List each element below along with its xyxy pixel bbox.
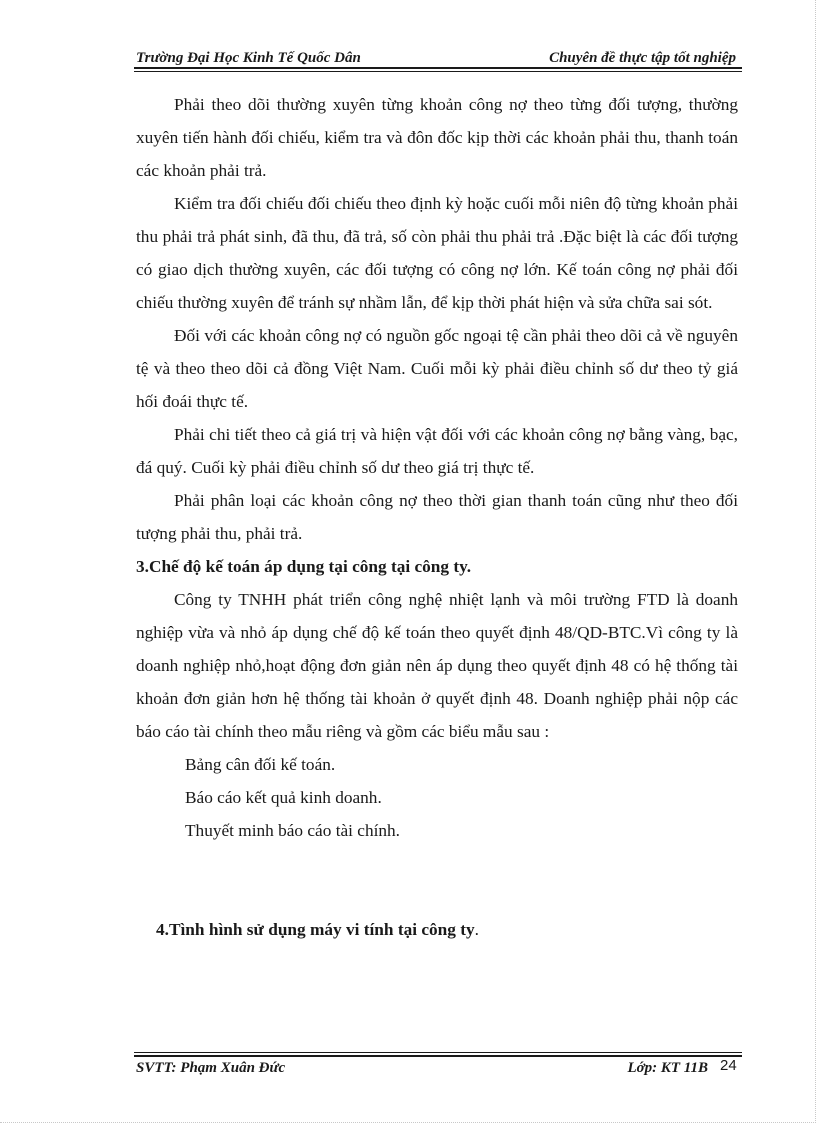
footer-rule-secondary — [134, 1052, 742, 1053]
page-body — [136, 88, 738, 946]
paragraph: Phải chi tiết theo cả giá trị và hiện vật đối với các khoản công nợ bằng vàng, bạc, đá quý. Cuối kỳ phải điều chỉnh số dư theo giá trị thực tế. — [136, 425, 738, 477]
section-heading-4-text: 4.Tình hình sử dụng máy vi tính tại công ty — [156, 920, 475, 939]
section-heading-4-period: . — [474, 920, 479, 939]
page-footer — [134, 1056, 742, 1080]
paragraph: Công ty TNHH phát triển công nghệ nhiệt lạnh và môi trường FTD là doanh nghiệp vừa và nhỏ áp dụng chế độ kế toán theo quyết định 48/QD-BTC.Vì công ty là doanh nghiệp nhỏ,hoạt động đơn giản nên áp dụng theo quyết định 48 có hệ thống tài khoản đơn giản hơn hệ thống tài khoản ở quyết định 48. Doanh nghiệp phải nộp các báo cáo tài chính theo mẫu riêng và gồm các biểu mẫu sau : — [136, 590, 738, 741]
list-item: Báo cáo kết quả kinh doanh. — [185, 788, 382, 807]
paragraph: Phải theo dõi thường xuyên từng khoản công nợ theo từng đối tượng, thường xuyên tiến hành đối chiếu, kiểm tra và đôn đốc kịp thời các khoản phải thu, thanh toán các khoản phải trả. — [136, 95, 738, 180]
header-report-title: Chuyên đề thực tập tốt nghiệp — [549, 50, 736, 66]
spacer — [136, 847, 738, 913]
list-item: Thuyết minh báo cáo tài chính. — [185, 821, 400, 840]
paragraph: Phải phân loại các khoản công nợ theo thời gian thanh toán cũng như theo đối tượng phải thu, phải trả. — [136, 491, 738, 543]
list-item: Bảng cân đối kế toán. — [185, 755, 336, 774]
footer-class: Lớp: KT 11B — [627, 1060, 708, 1076]
paragraph: Kiểm tra đối chiếu đối chiếu theo định kỳ hoặc cuối mỗi niên độ từng khoản phải thu phải trả phát sinh, đã thu, đã trả, số còn phải thu phải trả .Đặc biệt là các đối tượng có giao dịch thường xuyên, các đối tượng có công nợ lớn. Kế toán công nợ phải đối chiếu thường xuyên để tránh sự nhầm lẫn, để kịp thời phát hiện và sửa chữa sai sót. — [136, 194, 738, 312]
header-rule-secondary — [134, 71, 742, 72]
section-heading-3: 3.Chế độ kế toán áp dụng tại công tại công ty. — [136, 557, 472, 576]
page-number: 24 — [720, 1057, 737, 1074]
header-rule — [134, 67, 742, 69]
paragraph: Đối với các khoản công nợ có nguồn gốc ngoại tệ cần phải theo dõi cả về nguyên tệ và theo theo dõi cả đồng Việt Nam. Cuối mỗi kỳ phải điều chỉnh số dư theo tỷ giá hối đoái thực tế. — [136, 326, 738, 411]
section-heading-4 — [136, 913, 738, 946]
header-university: Trường Đại Học Kinh Tế Quốc Dân — [136, 50, 361, 66]
footer-student: SVTT: Phạm Xuân Đức — [136, 1060, 286, 1076]
